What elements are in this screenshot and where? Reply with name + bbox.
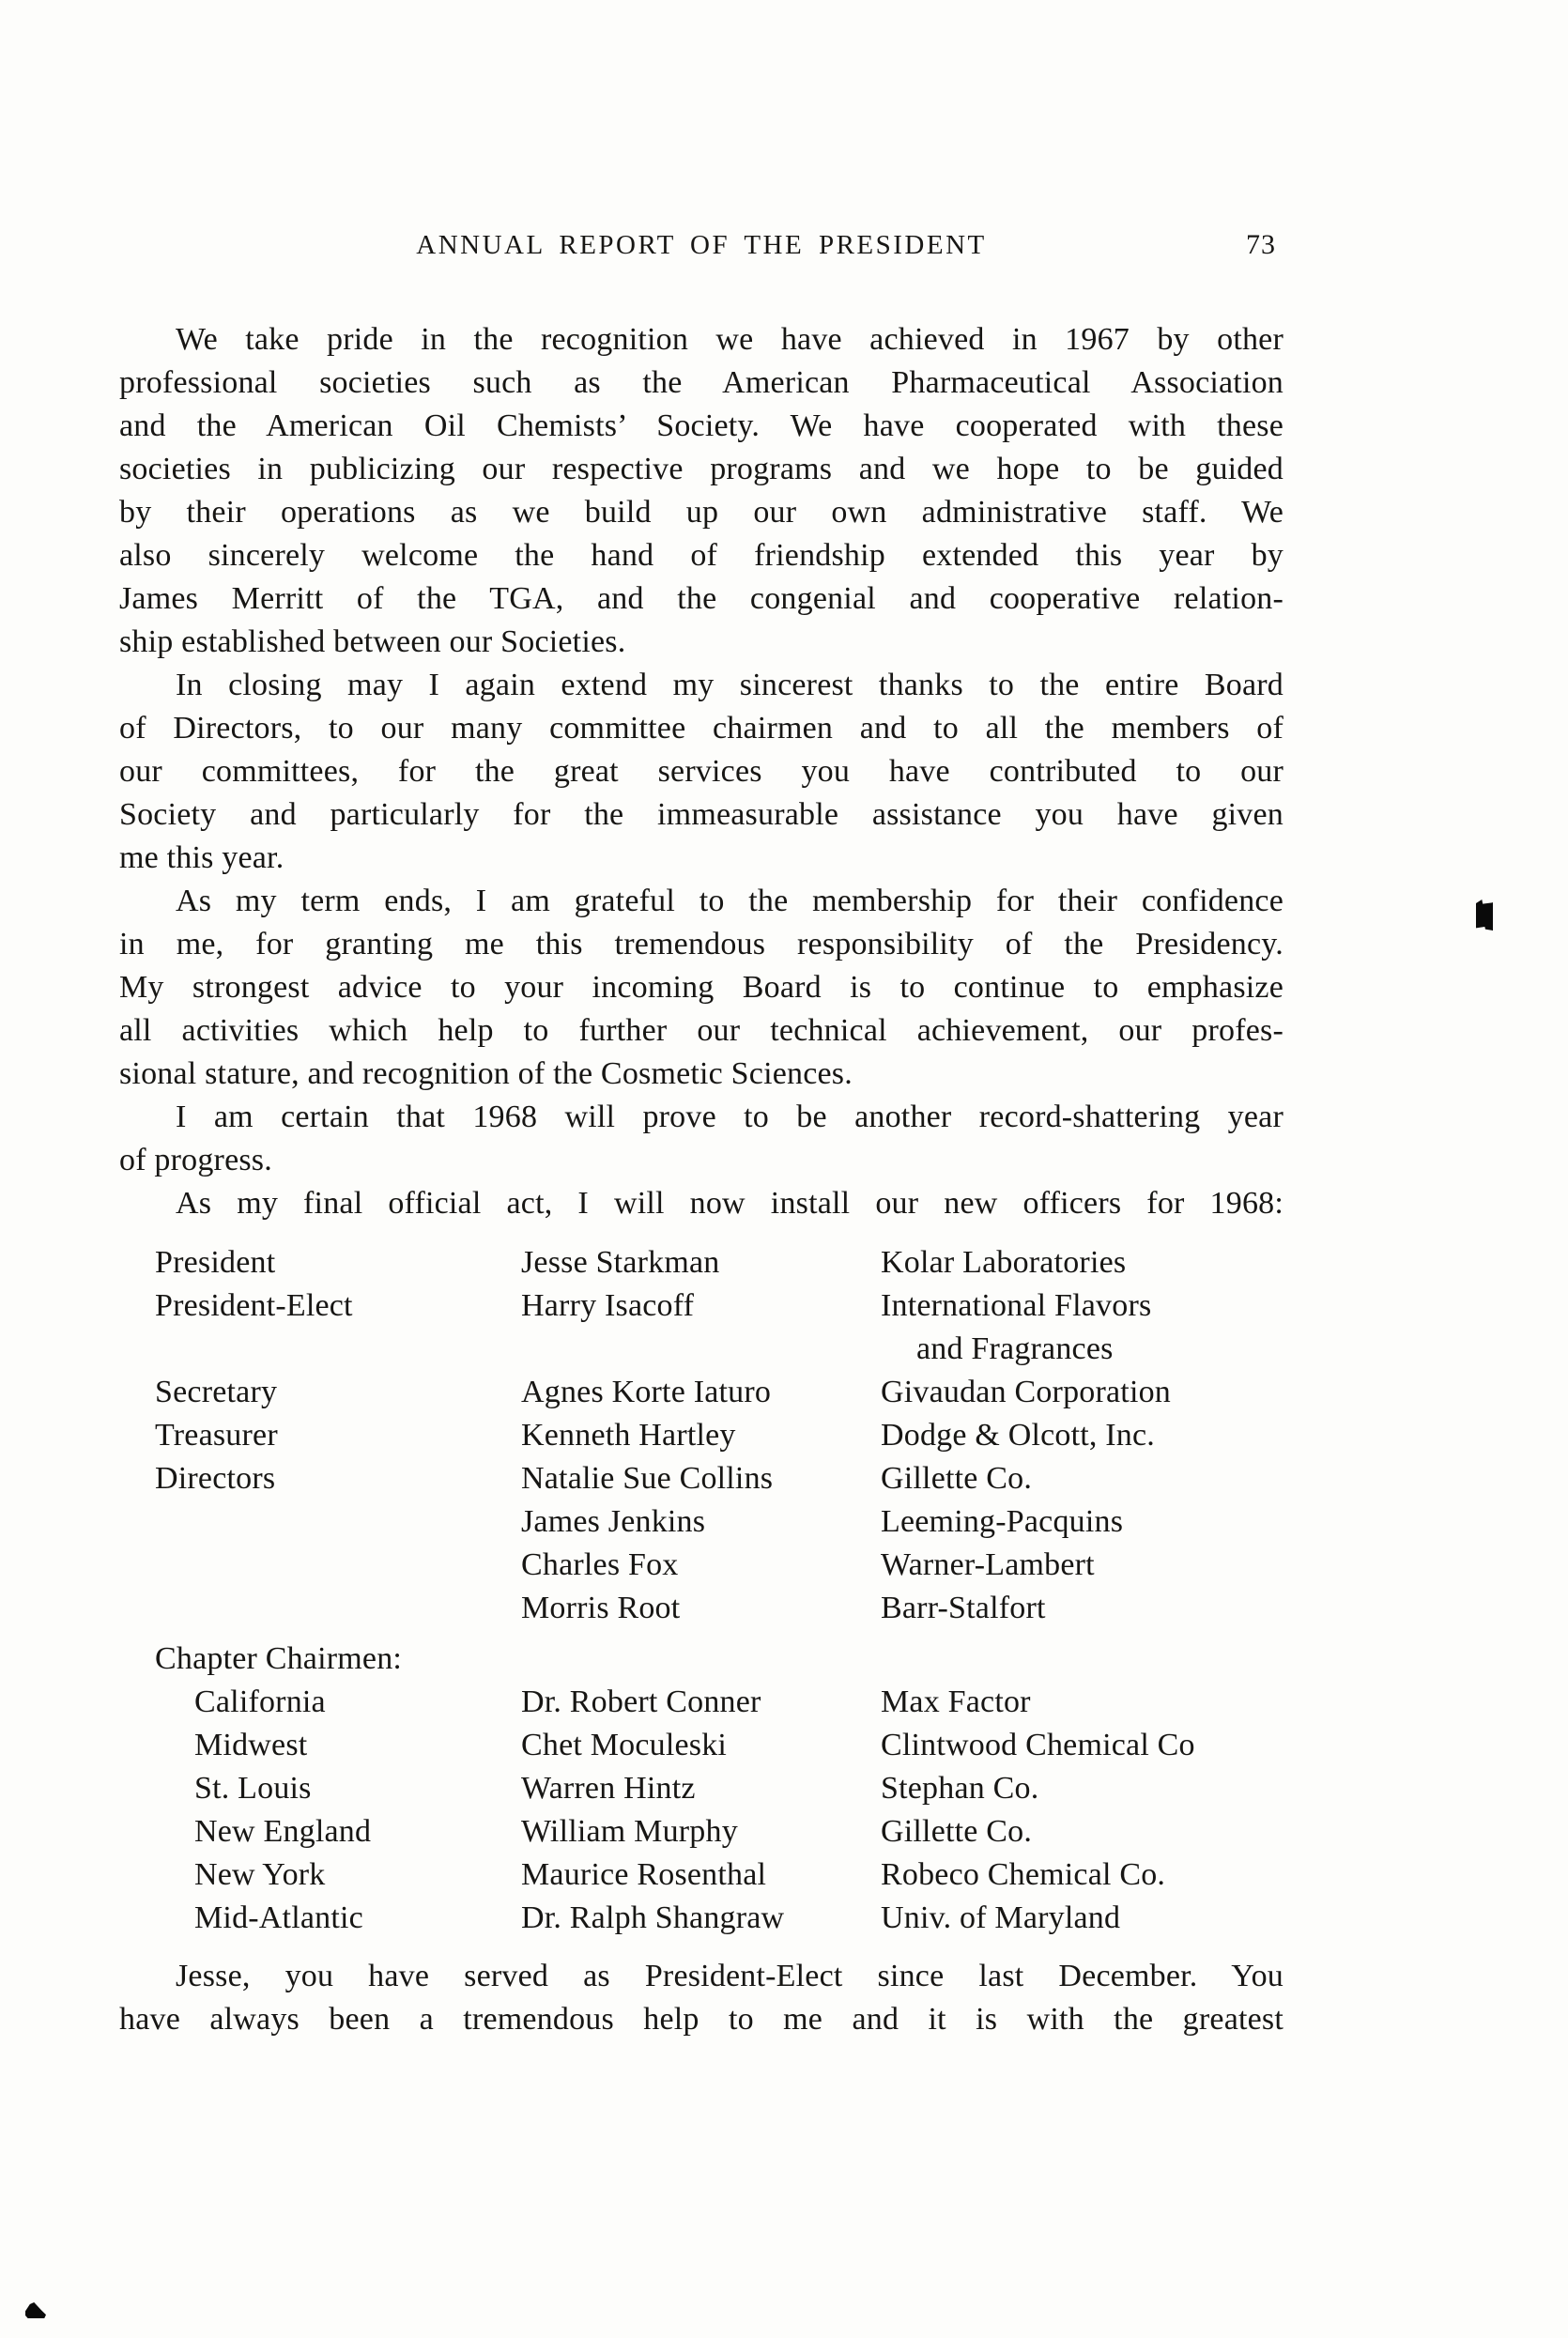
name-cell: Natalie Sue Collins xyxy=(521,1461,774,1496)
body-line: by their operations as we build up our own administrative staff. We xyxy=(119,495,1284,530)
officer-row xyxy=(155,1457,1284,1500)
officer-row xyxy=(155,1853,1284,1897)
body-line: of progress. xyxy=(119,1143,272,1177)
officer-row xyxy=(155,1767,1284,1810)
ink-mark-icon xyxy=(25,2302,46,2318)
company-cell: Dodge & Olcott, Inc. xyxy=(881,1418,1155,1453)
office-cell: Midwest xyxy=(194,1728,308,1762)
company-cell: Leeming-Pacquins xyxy=(881,1504,1124,1539)
officer-row xyxy=(155,1681,1284,1724)
officer-row xyxy=(155,1371,1284,1414)
company-cell xyxy=(881,1638,1284,1681)
office-cell: President-Elect xyxy=(155,1288,353,1323)
office-cell: New England xyxy=(194,1814,372,1849)
body-line: Society and particularly for the immeasurable assistance you have given xyxy=(119,797,1284,832)
body-line: also sincerely welcome the hand of friendship extended this year by xyxy=(119,538,1284,573)
body-line: In closing may I again extend my sincerest thanks to the entire Board xyxy=(176,668,1284,702)
body-line: We take pride in the recognition we have achieved in 1967 by other xyxy=(176,322,1284,357)
officer-row xyxy=(155,1587,1284,1630)
name-cell: Chet Moculeski xyxy=(521,1728,728,1762)
officer-row xyxy=(155,1328,1284,1371)
running-head-title: ANNUAL REPORT OF THE PRESIDENT xyxy=(416,230,987,260)
officer-row xyxy=(155,1241,1284,1284)
officers-table xyxy=(155,1241,1284,1940)
office-cell xyxy=(155,1587,521,1630)
name-cell: Warren Hintz xyxy=(521,1771,696,1806)
body-line: have always been a tremendous help to me and it is with the greatest xyxy=(119,2002,1284,2037)
officer-row xyxy=(155,1544,1284,1587)
company-cell: Givaudan Corporation xyxy=(881,1375,1171,1409)
body-line: As my final official act, I will now install our new officers for 1968: xyxy=(176,1186,1284,1221)
ink-blot-icon xyxy=(1476,900,1493,931)
officer-row xyxy=(155,1638,1284,1681)
company-cell: International Flavors xyxy=(881,1288,1152,1323)
page-number: 73 xyxy=(1246,229,1276,260)
name-cell: Jesse Starkman xyxy=(521,1245,720,1280)
officer-row xyxy=(155,1414,1284,1457)
closing-paragraph xyxy=(119,1955,1284,2041)
office-cell: President xyxy=(155,1245,276,1280)
company-cell: Barr-Stalfort xyxy=(881,1591,1046,1625)
name-cell xyxy=(521,1638,881,1681)
office-cell: Secretary xyxy=(155,1375,278,1409)
officer-row xyxy=(155,1897,1284,1940)
company-cell: Gillette Co. xyxy=(881,1461,1033,1496)
company-cell: Kolar Laboratories xyxy=(881,1245,1127,1280)
body-line: me this year. xyxy=(119,840,284,875)
body-line: Jesse, you have served as President-Elect since last December. You xyxy=(176,1959,1284,1993)
office-cell xyxy=(155,1328,521,1371)
body-line: My strongest advice to your incoming Board is to continue to emphasize xyxy=(119,970,1284,1005)
name-cell: William Murphy xyxy=(521,1814,738,1849)
body-line: sional stature, and recognition of the Cosmetic Sciences. xyxy=(119,1056,853,1091)
body-line: in me, for granting me this tremendous responsibility of the Presidency. xyxy=(119,927,1284,961)
body-line: As my term ends, I am grateful to the membership for their confidence xyxy=(176,884,1284,918)
body-line: professional societies such as the American Pharmaceutical Association xyxy=(119,365,1284,400)
name-cell: Dr. Robert Conner xyxy=(521,1684,761,1719)
name-cell: Dr. Ralph Shangraw xyxy=(521,1900,785,1935)
company-cell: Robeco Chemical Co. xyxy=(881,1857,1166,1892)
office-cell: Directors xyxy=(155,1461,276,1496)
office-cell: Chapter Chairmen: xyxy=(155,1641,403,1676)
body-line: all activities which help to further our technical achievement, our profes- xyxy=(119,1013,1284,1048)
officer-row xyxy=(155,1284,1284,1328)
name-cell xyxy=(521,1328,881,1371)
name-cell: Morris Root xyxy=(521,1591,681,1625)
name-cell: Agnes Korte Iaturo xyxy=(521,1375,772,1409)
name-cell: James Jenkins xyxy=(521,1504,706,1539)
office-cell xyxy=(155,1544,521,1587)
officer-row xyxy=(155,1500,1284,1544)
office-cell xyxy=(155,1500,521,1544)
office-cell: St. Louis xyxy=(194,1771,312,1806)
office-cell: California xyxy=(194,1684,326,1719)
name-cell: Kenneth Hartley xyxy=(521,1418,736,1453)
name-cell: Charles Fox xyxy=(521,1547,679,1582)
body-line: James Merritt of the TGA, and the congenial and cooperative relation- xyxy=(119,581,1284,616)
office-cell: New York xyxy=(194,1857,326,1892)
body-line: societies in publicizing our respective programs and we hope to be guided xyxy=(119,452,1284,486)
name-cell: Maurice Rosenthal xyxy=(521,1857,767,1892)
body-line: of Directors, to our many committee chairmen and to all the members of xyxy=(119,711,1284,746)
body-line: I am certain that 1968 will prove to be another record-shattering year xyxy=(176,1100,1284,1134)
running-head xyxy=(119,228,1284,262)
officer-row xyxy=(155,1810,1284,1853)
company-cell: Clintwood Chemical Co xyxy=(881,1728,1195,1762)
company-cell: and Fragrances xyxy=(916,1331,1114,1366)
company-cell: Gillette Co. xyxy=(881,1814,1033,1849)
body-line: ship established between our Societies. xyxy=(119,624,626,659)
officer-row xyxy=(155,1724,1284,1767)
company-cell: Univ. of Maryland xyxy=(881,1900,1121,1935)
body-line: and the American Oil Chemists’ Society. We have cooperated with these xyxy=(119,408,1284,443)
body-line: our committees, for the great services you have contributed to our xyxy=(119,754,1284,789)
body-text xyxy=(119,318,1284,1225)
company-cell: Warner-Lambert xyxy=(881,1547,1095,1582)
name-cell: Harry Isacoff xyxy=(521,1288,695,1323)
company-cell: Max Factor xyxy=(881,1684,1031,1719)
office-cell: Treasurer xyxy=(155,1418,278,1453)
company-cell: Stephan Co. xyxy=(881,1771,1039,1806)
office-cell: Mid-Atlantic xyxy=(194,1900,363,1935)
